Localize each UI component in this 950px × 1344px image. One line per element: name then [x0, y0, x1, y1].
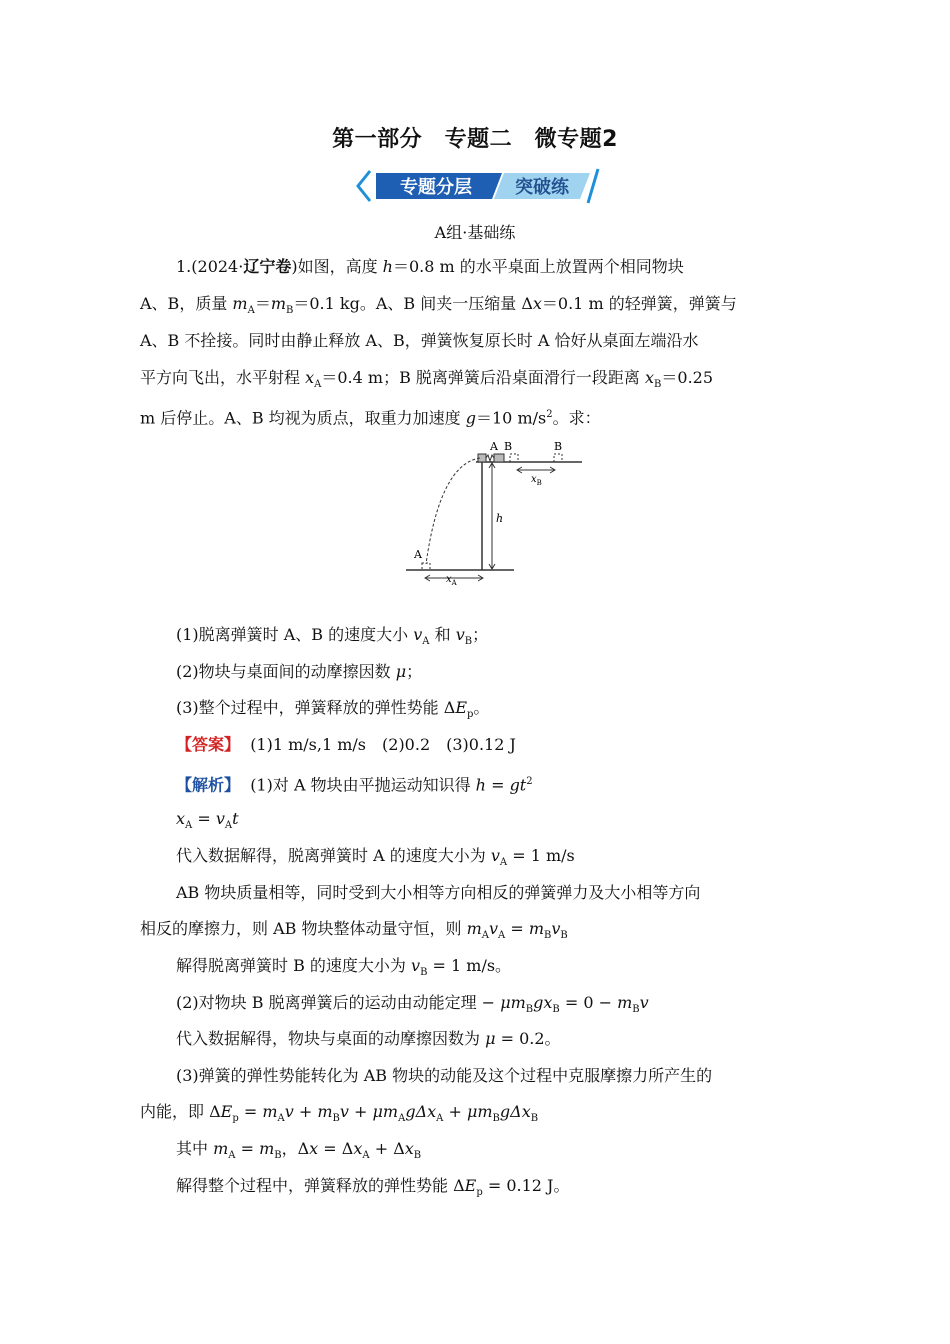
physics-figure [404, 436, 584, 588]
label-B-top: B [504, 440, 513, 453]
question-line-5: m 后停止。A、B 均视为质点，取重力加速度 g＝10 $m/s^2$。求： [140, 408, 601, 428]
answer-text: (1)1 m/s,1 m/s (2)0.2 (3)0.12 J [250, 735, 516, 754]
question-line-1: 1.(2024·辽宁卷)如图，高度 h＝0.8 m 的水平桌面上放置两个相同物块 [176, 257, 684, 276]
analysis-line-12: 解得整个过程中，弹簧释放的弹性势能 $\Delta E_p = 0.12$ J。 [176, 1176, 570, 1199]
analysis-line-7: (2)对物块 B 脱离弹簧后的运动由动能定理 − $\mu m_Bgx_B = 0 - m_Bv$ [176, 993, 649, 1016]
analysis-line-4: AB 物块质量相等，同时受到大小相等方向相反的弹簧弹力及大小相等方向 [176, 883, 701, 902]
analysis-tag: 【解析】 [176, 775, 241, 795]
page-title: 第一部分 专题二 微专题2 [332, 127, 618, 152]
analysis-line-10: 内能，即 $\Delta E_p = m_Av + m_Bv + \mu m_Ag\Delta x_A + \mu m_Bg\Delta x_B$ [140, 1102, 539, 1125]
question-line-4: 平方向飞出，水平射程 $x_A=0.4$ m；B 脱离弹簧后沿桌面滑行一段距离 $x_B=0.25$ [140, 368, 714, 391]
analysis-line-2: $x_A = v_At$ [176, 809, 239, 832]
label-xA: $x_A$ [446, 574, 457, 587]
block-A-bottom-dashed [422, 563, 430, 570]
analysis-line-6: 解得脱离弹簧时 B 的速度大小为 $v_B = 1$ m/s。 [176, 956, 512, 979]
analysis-line-11: 其中 $m_A = m_B$，$\Delta x = \Delta x_A + \Delta x_B$ [176, 1139, 422, 1162]
analysis-line-3: 代入数据解得，脱离弹簧时 A 的速度大小为 $v_A = 1$ m/s [176, 846, 575, 869]
analysis-line-1: 【解析】 (1)对 A 物块由平抛运动知识得 $h = gt^2$ [176, 775, 533, 795]
label-A-top: A [490, 440, 498, 453]
group-label: A组·基础练 [434, 223, 516, 242]
label-A-bottom: A [414, 548, 422, 561]
label-xB: $x_B$ [531, 474, 542, 487]
source-label: 辽宁卷 [243, 257, 292, 276]
block-B-left-dashed [510, 454, 518, 462]
analysis-line-5: 相反的摩擦力，则 AB 物块整体动量守恒，则 $m_Av_A = m_Bv_B$ [140, 919, 568, 942]
analysis-line-8: 代入数据解得，物块与桌面的动摩擦因数为 μ = 0.2。 [176, 1029, 561, 1048]
banner-left-chevron [358, 171, 370, 201]
banner-right-text: 突破练 [515, 177, 569, 198]
subquestion-3: (3)整个过程中，弹簧释放的弹性势能 $\Delta E_p$。 [176, 698, 490, 721]
spring [486, 455, 494, 461]
question-line-3: A、B 不拴接。同时由静止释放 A、B，弹簧恢复原长时 A 恰好从桌面左端沿水 [140, 331, 699, 350]
label-B-right: B [554, 440, 563, 453]
subquestion-2: (2)物块与桌面间的动摩擦因数 μ； [176, 662, 423, 681]
analysis-line-9: (3)弹簧的弹性势能转化为 AB 物块的动能及这个过程中克服摩擦力所产生的 [176, 1066, 713, 1085]
answer-line [176, 734, 516, 756]
label-h: h [496, 512, 504, 525]
trajectory [426, 458, 480, 564]
block-B-top [494, 454, 504, 462]
section-banner [352, 167, 602, 205]
block-B-right-dashed [554, 454, 562, 462]
subquestion-1: (1)脱离弹簧时 A、B 的速度大小 $v_A$ 和 $v_B$； [176, 625, 489, 648]
banner-left-text: 专题分层 [400, 177, 472, 198]
question-line-2: A、B，质量 $m_A=m_B=0.1$ kg。A、B 间夹一压缩量 Δx＝0.1 m 的轻弹簧，弹簧与 [140, 294, 737, 317]
answer-tag: 【答案】 [176, 735, 241, 754]
